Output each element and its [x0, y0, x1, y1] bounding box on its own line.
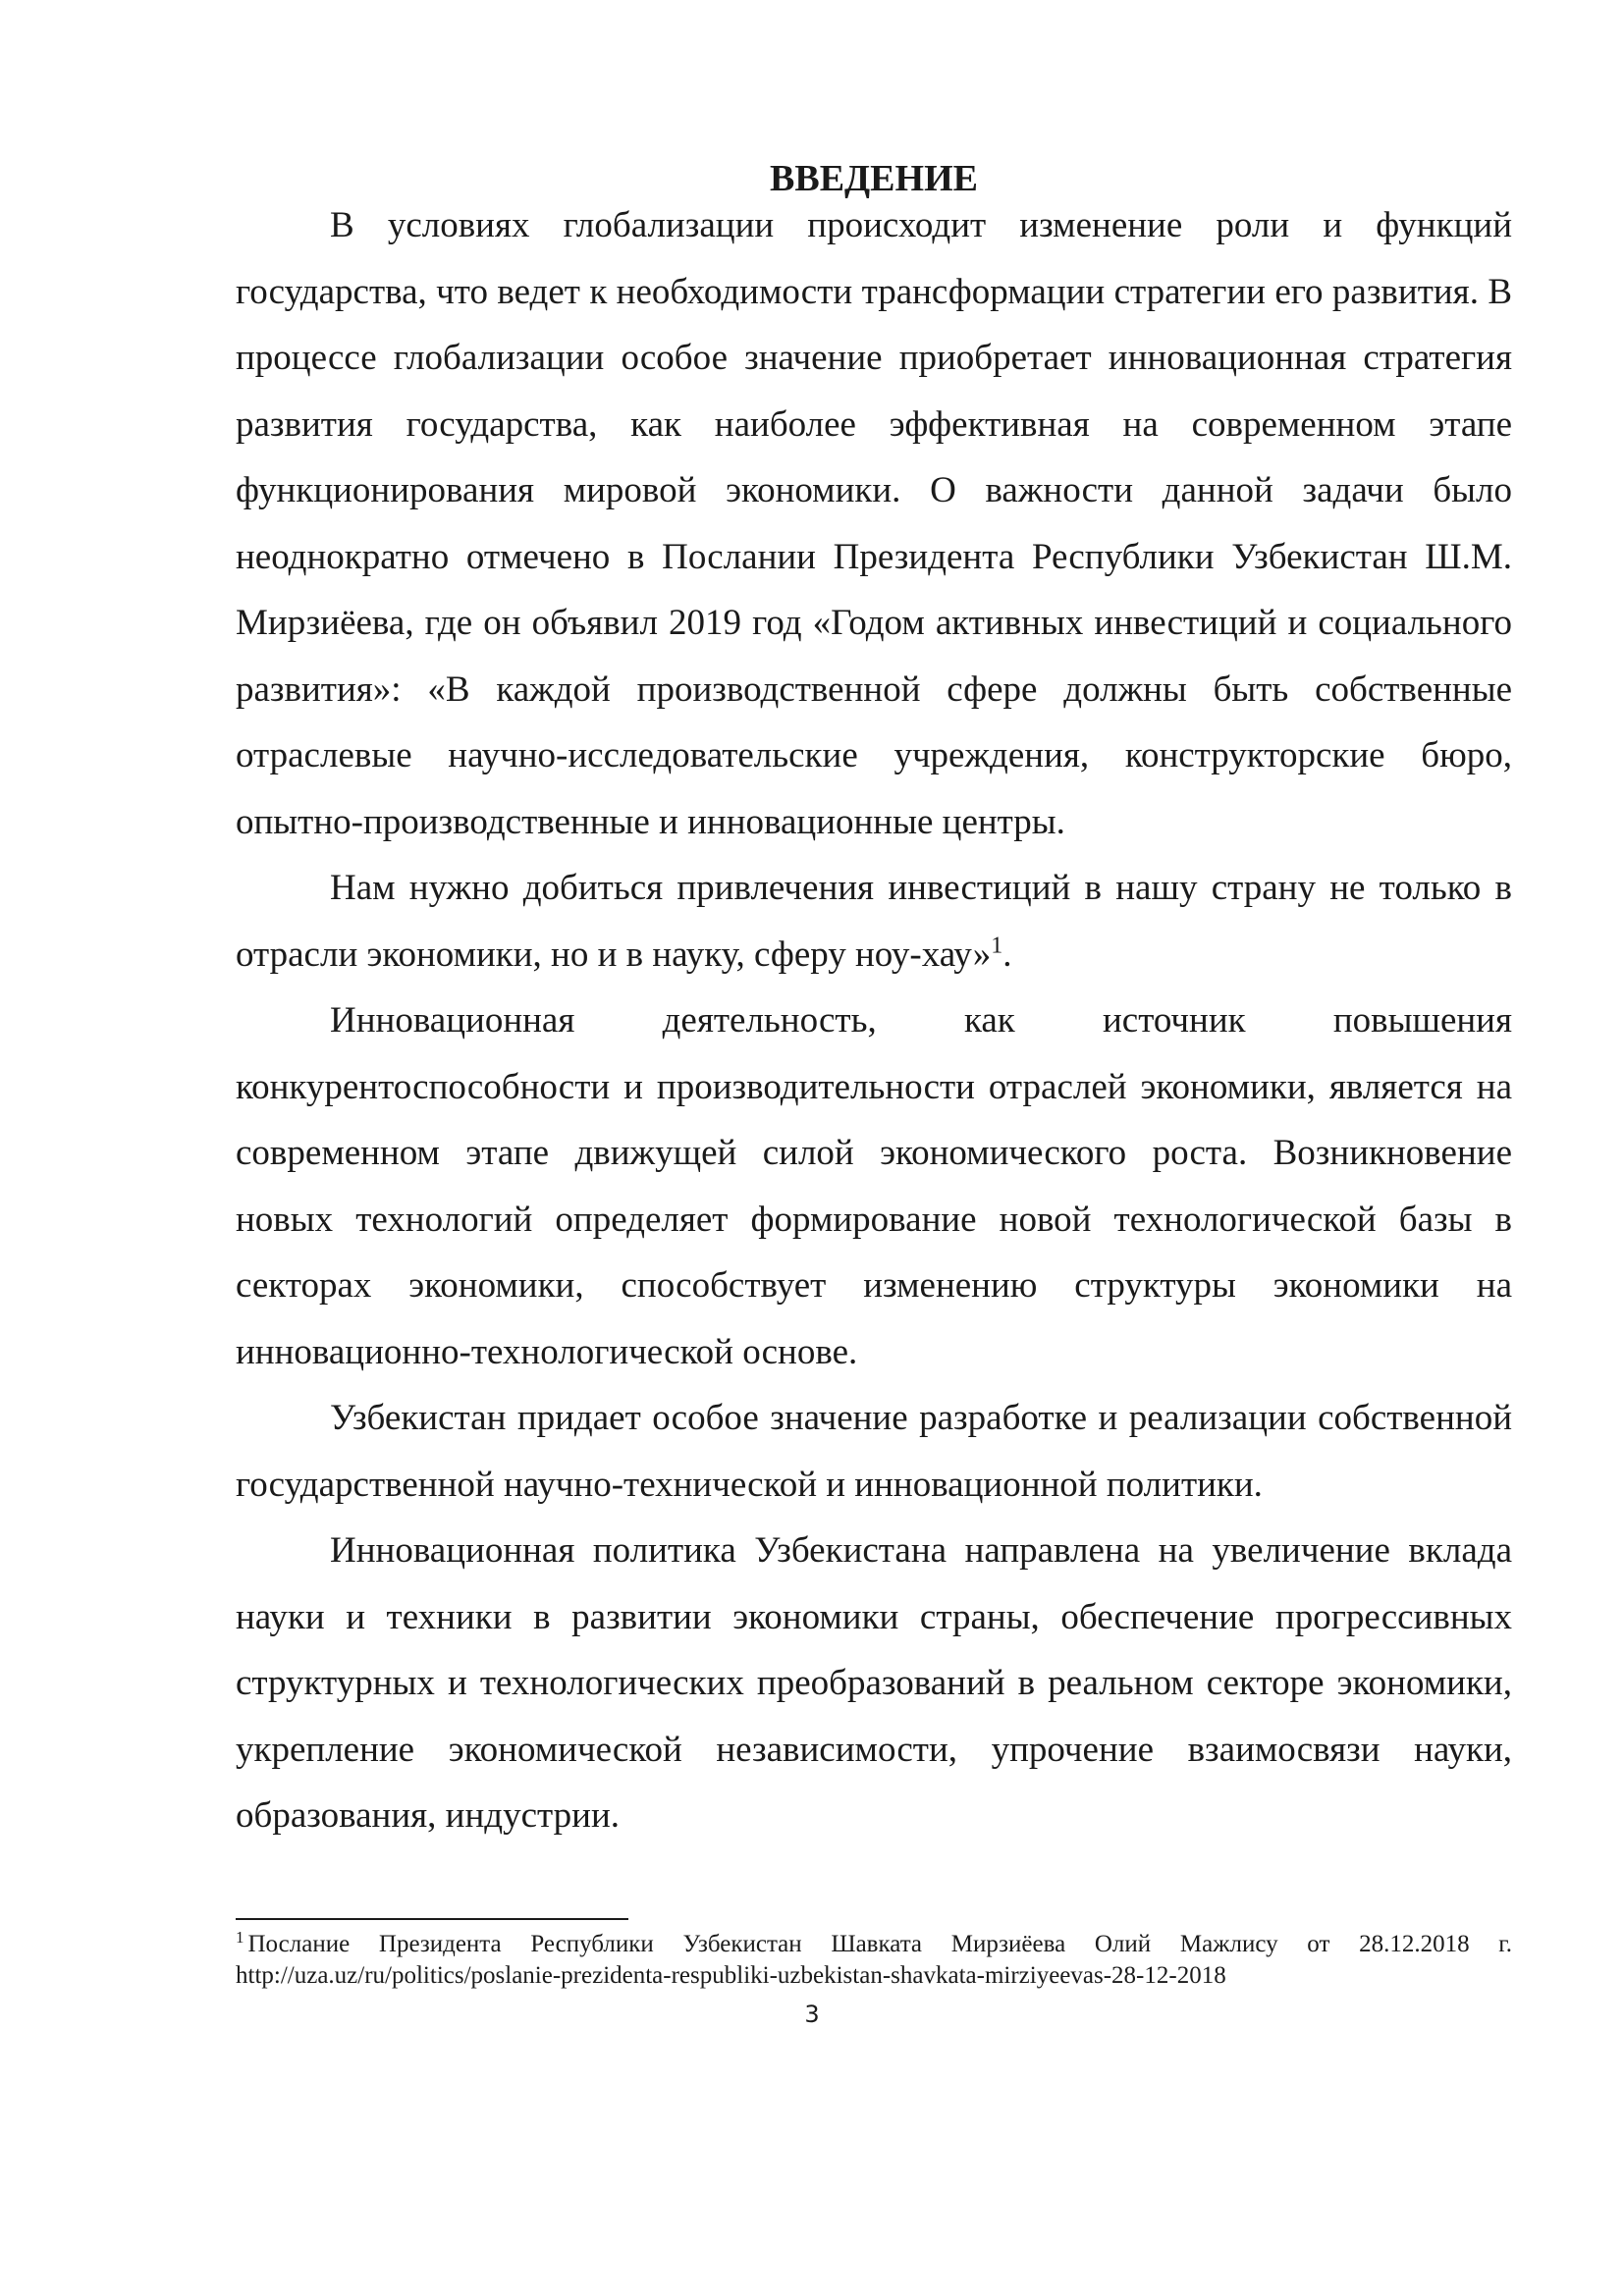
footnote-mark: 1	[236, 1927, 244, 1947]
footnote-text: Послание Президента Республики Узбекистан Шавката Мирзиёева Олий Мажлису от 28.12.2018 г. http://uza.uz/ru/politics/poslanie-prezidenta-respubliki-uzbekistan-shavkata-mirziyeevas-28-12-2018	[236, 1931, 1512, 1989]
footnote-divider	[236, 1918, 628, 1920]
paragraph-2	[236, 855, 1512, 988]
page-title: ВВЕДЕНИЕ	[770, 158, 978, 199]
paragraph-3-text: Инновационная деятельность, как источник повышения конкурентоспособности и производительности отраслей экономики, является на современном этапе движущей силой экономического роста. Возникновение новых технологий определяет формирование новой технологической базы в секторах экономики, способствует изменению структуры экономики на инновационно-технологической основе.	[236, 1000, 1512, 1372]
paragraph-5	[236, 1518, 1512, 1849]
footnote	[236, 1929, 1512, 1992]
paragraph-5-text: Инновационная политика Узбекистана направлена на увеличение вклада науки и техники в развитии экономики страны, обеспечение прогрессивных структурных и технологических преобразований в реальном секторе экономики, укрепление экономической независимости, упрочение взаимосвязи науки, образования, индустрии.	[236, 1530, 1512, 1836]
paragraph-3	[236, 988, 1512, 1385]
paragraph-1-text: В условиях глобализации происходит изменение роли и функций государства, что ведет к необходимости трансформации стратегии его развития. В процессе глобализации особое значение приобретает инновационная стратегия развития государства, как наиболее эффективная на современном этапе функционирования мировой экономики. О важности данной задачи было неоднократно отмечено в Послании Президента Республики Узбекистан Ш.М. Мирзиёева, где он объявил 2019 год «Годом активных инвестиций и социального развития»: «В каждой производственной сфере должны быть собственные отраслевые научно-исследовательские учреждения, конструкторские бюро, опытно-производственные и инновационные центры.	[236, 205, 1512, 842]
paragraph-2-tail: .	[1002, 934, 1012, 975]
footnote-reference[interactable]: 1	[991, 933, 1003, 959]
paragraph-1	[236, 192, 1512, 855]
paragraph-2-text: Нам нужно добиться привлечения инвестиций в нашу страну не только в отрасли экономики, но и в науку, сферу ноу-хау»	[236, 868, 1512, 975]
document-body	[236, 192, 1512, 1849]
paragraph-4	[236, 1385, 1512, 1518]
page-number: 3	[804, 2001, 820, 2028]
paragraph-4-text: Узбекистан придает особое значение разработке и реализации собственной государственной научно-технической и инновационной политики.	[236, 1398, 1512, 1505]
